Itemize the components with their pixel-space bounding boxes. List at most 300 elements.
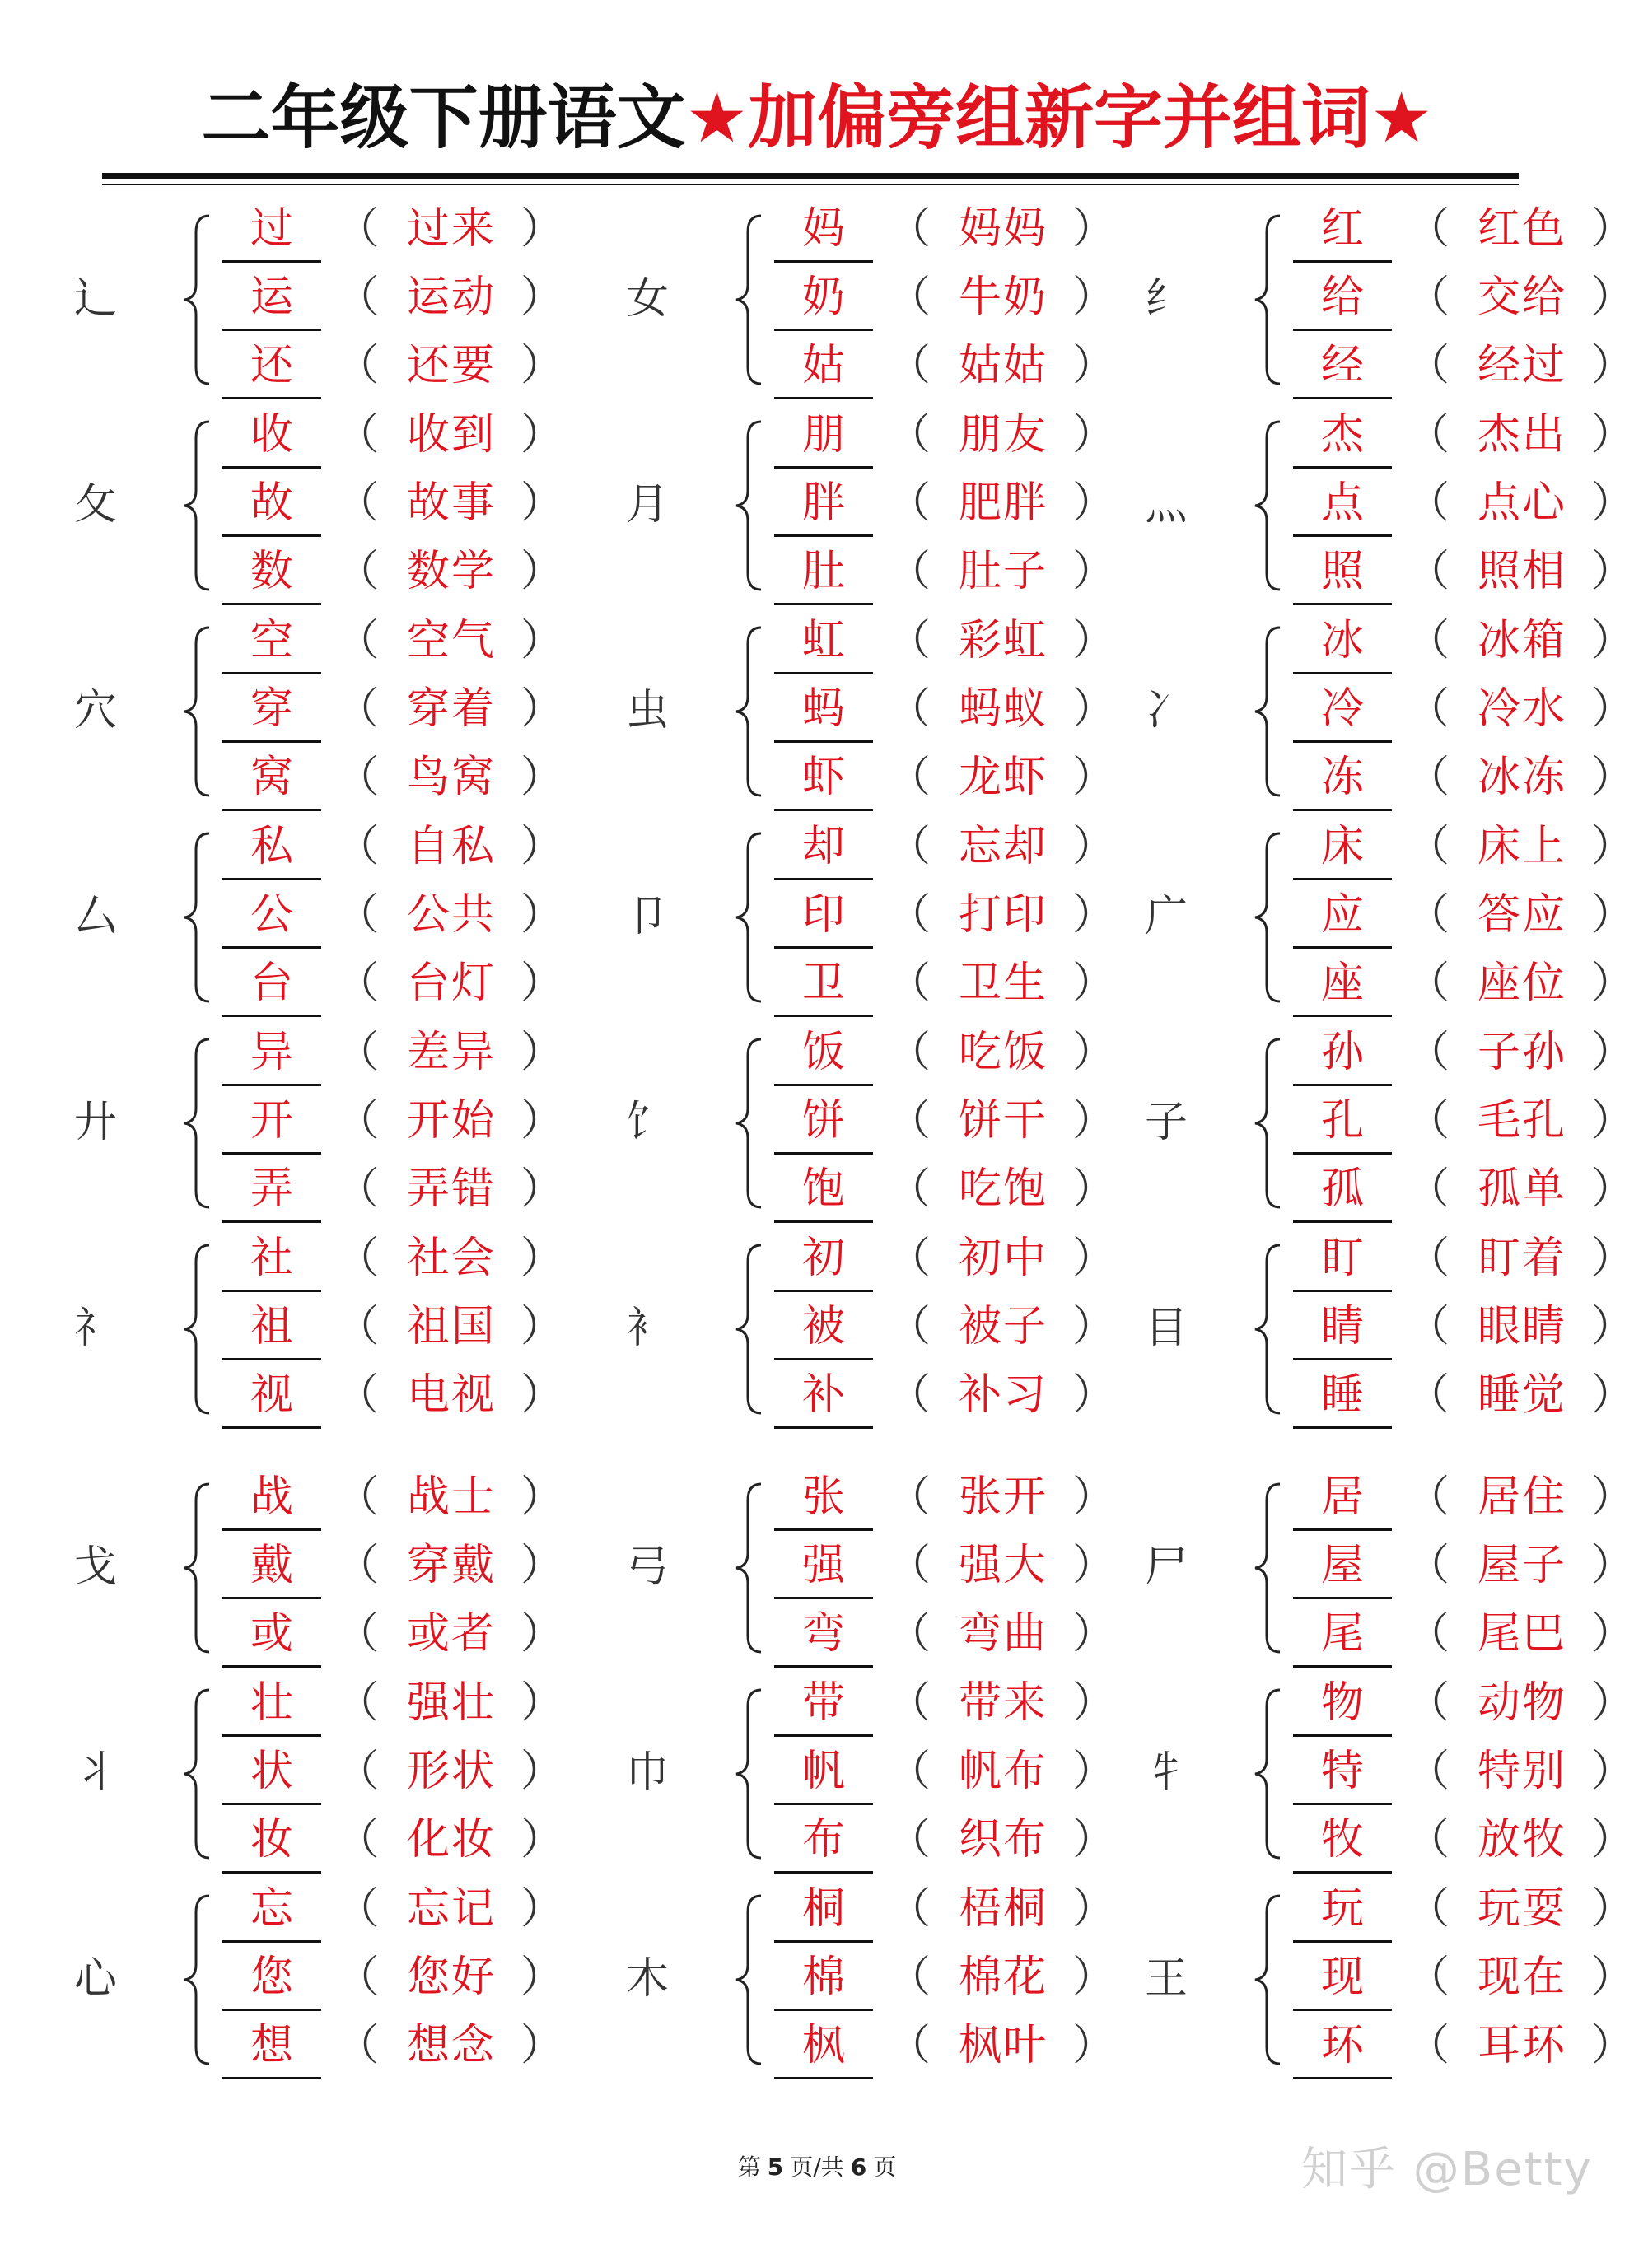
new-character-blank[interactable]: 点 bbox=[1293, 472, 1392, 537]
word-row bbox=[1145, 884, 1634, 951]
compound-word[interactable]: 自私 bbox=[406, 822, 496, 871]
open-paren: （ bbox=[888, 341, 931, 390]
word-row bbox=[1145, 1808, 1634, 1876]
compound-word[interactable]: 打印 bbox=[958, 890, 1048, 940]
word-row bbox=[74, 334, 568, 402]
compound-word[interactable]: 子孙 bbox=[1477, 1028, 1566, 1077]
new-character-blank[interactable]: 壮 bbox=[222, 1672, 321, 1737]
compound-word[interactable]: 枫叶 bbox=[958, 2021, 1048, 2070]
compound-word[interactable]: 忘却 bbox=[958, 822, 1048, 871]
open-paren: （ bbox=[1407, 1815, 1450, 1864]
word-row bbox=[626, 1158, 1120, 1225]
compound-word[interactable]: 台灯 bbox=[406, 959, 496, 1008]
compound-word[interactable]: 特别 bbox=[1477, 1747, 1566, 1796]
new-character-blank[interactable]: 妈 bbox=[774, 198, 873, 263]
new-character-blank[interactable]: 异 bbox=[222, 1021, 321, 1086]
compound-word[interactable]: 彩虹 bbox=[958, 616, 1048, 665]
new-character-blank[interactable]: 祖 bbox=[222, 1295, 321, 1360]
radical-label: 灬 bbox=[1145, 480, 1188, 530]
compound-word[interactable]: 座位 bbox=[1477, 959, 1566, 1008]
open-paren: （ bbox=[336, 1541, 380, 1590]
open-paren: （ bbox=[888, 204, 931, 254]
new-character-blank[interactable]: 运 bbox=[222, 266, 321, 331]
compound-word[interactable]: 还要 bbox=[406, 341, 496, 390]
compound-word[interactable]: 公共 bbox=[406, 890, 496, 940]
new-character-blank[interactable]: 环 bbox=[1293, 2014, 1392, 2079]
word-row bbox=[1145, 815, 1634, 883]
radical-group bbox=[1145, 1466, 1634, 1668]
new-character-blank[interactable]: 冰 bbox=[1293, 609, 1392, 674]
new-character-blank[interactable]: 枫 bbox=[774, 2014, 873, 2079]
new-character-blank[interactable]: 胖 bbox=[774, 472, 873, 537]
new-character-blank[interactable]: 初 bbox=[774, 1227, 873, 1292]
open-paren: （ bbox=[888, 1953, 931, 2002]
close-paren: ） bbox=[1591, 1164, 1634, 1214]
radical-group bbox=[74, 404, 568, 606]
radical-label: 辶 bbox=[74, 274, 118, 324]
new-character-blank[interactable]: 姑 bbox=[774, 334, 873, 399]
radical-label: 心 bbox=[74, 1954, 118, 2004]
radical-label: 牜 bbox=[1145, 1748, 1188, 1798]
new-character-blank[interactable]: 棉 bbox=[774, 1946, 873, 2011]
compound-word[interactable]: 收到 bbox=[406, 410, 496, 460]
new-character-blank[interactable]: 张 bbox=[774, 1466, 873, 1531]
word-row bbox=[626, 1090, 1120, 1157]
word-row bbox=[1145, 266, 1634, 334]
compound-word[interactable]: 差异 bbox=[406, 1028, 496, 1077]
compound-word[interactable]: 屋子 bbox=[1477, 1541, 1566, 1590]
new-character-blank[interactable]: 牧 bbox=[1293, 1808, 1392, 1874]
compound-word[interactable]: 织布 bbox=[958, 1815, 1048, 1864]
compound-word[interactable]: 卫生 bbox=[958, 959, 1048, 1008]
radical-label: 巾 bbox=[626, 1748, 670, 1798]
word-row bbox=[1145, 1466, 1634, 1533]
close-paren: ） bbox=[1591, 1953, 1634, 2002]
open-paren: （ bbox=[888, 1884, 931, 1934]
new-character-blank[interactable]: 红 bbox=[1293, 198, 1392, 263]
new-character-blank[interactable]: 开 bbox=[222, 1090, 321, 1155]
radical-group bbox=[74, 1021, 568, 1224]
compound-word[interactable]: 冰冻 bbox=[1477, 753, 1566, 802]
new-character-blank[interactable]: 故 bbox=[222, 472, 321, 537]
compound-word[interactable]: 过来 bbox=[406, 204, 496, 254]
footer-total-pages: 6 bbox=[850, 2154, 867, 2181]
new-character-blank[interactable]: 虾 bbox=[774, 746, 873, 811]
radical-label: 穴 bbox=[74, 686, 118, 735]
compound-word[interactable]: 蚂蚁 bbox=[958, 684, 1048, 734]
new-character-blank[interactable]: 盯 bbox=[1293, 1227, 1392, 1292]
new-character-blank[interactable]: 特 bbox=[1293, 1740, 1392, 1805]
new-character-blank[interactable]: 穿 bbox=[222, 678, 321, 743]
open-paren: （ bbox=[1407, 1884, 1450, 1934]
close-paren: ） bbox=[1591, 2021, 1634, 2070]
compound-word[interactable]: 肚子 bbox=[958, 547, 1048, 596]
compound-word[interactable]: 耳环 bbox=[1477, 2021, 1566, 2070]
radical-group bbox=[1145, 609, 1634, 812]
new-character-blank[interactable]: 弄 bbox=[222, 1158, 321, 1223]
radical-group bbox=[626, 1227, 1120, 1430]
compound-word[interactable]: 朋友 bbox=[958, 410, 1048, 460]
radical-group bbox=[74, 1466, 568, 1668]
open-paren: （ bbox=[336, 684, 380, 734]
compound-word[interactable]: 穿着 bbox=[406, 684, 496, 734]
compound-word[interactable]: 照相 bbox=[1477, 547, 1566, 596]
new-character-blank[interactable]: 睛 bbox=[1293, 1295, 1392, 1360]
close-paren: ） bbox=[521, 1884, 564, 1934]
new-character-blank[interactable]: 座 bbox=[1293, 952, 1392, 1017]
close-paren: ） bbox=[521, 1234, 564, 1283]
new-character-blank[interactable]: 杰 bbox=[1293, 404, 1392, 469]
close-paren: ） bbox=[1591, 1747, 1634, 1796]
radical-group bbox=[74, 815, 568, 1018]
close-paren: ） bbox=[1072, 204, 1116, 254]
compound-word[interactable]: 张开 bbox=[958, 1472, 1048, 1522]
compound-word[interactable]: 动物 bbox=[1477, 1678, 1566, 1728]
open-paren: （ bbox=[888, 1747, 931, 1796]
compound-word[interactable]: 孤单 bbox=[1477, 1164, 1566, 1214]
compound-word[interactable]: 开始 bbox=[406, 1096, 496, 1146]
new-character-blank[interactable]: 屋 bbox=[1293, 1534, 1392, 1599]
word-row bbox=[626, 1227, 1120, 1295]
close-paren: ） bbox=[1072, 547, 1116, 596]
new-character-blank[interactable]: 应 bbox=[1293, 884, 1392, 949]
word-row bbox=[1145, 746, 1634, 814]
word-row bbox=[1145, 1295, 1634, 1363]
open-paren: （ bbox=[1407, 2021, 1450, 2070]
word-row bbox=[626, 1878, 1120, 1945]
compound-word[interactable]: 点心 bbox=[1477, 478, 1566, 528]
open-paren: （ bbox=[888, 1541, 931, 1590]
new-character-blank[interactable]: 奶 bbox=[774, 266, 873, 331]
new-character-blank[interactable]: 数 bbox=[222, 540, 321, 605]
compound-word[interactable]: 肥胖 bbox=[958, 478, 1048, 528]
compound-word[interactable]: 带来 bbox=[958, 1678, 1048, 1728]
radical-group bbox=[1145, 198, 1634, 400]
close-paren: ） bbox=[1591, 547, 1634, 596]
close-paren: ） bbox=[521, 890, 564, 940]
open-paren: （ bbox=[1407, 1747, 1450, 1796]
close-paren: ） bbox=[1591, 1302, 1634, 1351]
new-character-blank[interactable]: 台 bbox=[222, 952, 321, 1017]
compound-word[interactable]: 电视 bbox=[406, 1370, 496, 1420]
compound-word[interactable]: 故事 bbox=[406, 478, 496, 528]
compound-word[interactable]: 补习 bbox=[958, 1370, 1048, 1420]
word-row bbox=[74, 678, 568, 745]
word-row bbox=[74, 1090, 568, 1157]
radical-group bbox=[74, 1672, 568, 1874]
new-character-blank[interactable]: 或 bbox=[222, 1603, 321, 1668]
compound-word[interactable]: 交给 bbox=[1477, 273, 1566, 322]
word-row bbox=[626, 609, 1120, 677]
watermark: 知乎 @Betty bbox=[1301, 2143, 1593, 2196]
word-row bbox=[1145, 1158, 1634, 1225]
close-paren: ） bbox=[1072, 1609, 1116, 1659]
radical-label: 厶 bbox=[74, 892, 118, 941]
new-character-blank[interactable]: 居 bbox=[1293, 1466, 1392, 1531]
word-row bbox=[626, 1946, 1120, 2014]
word-row bbox=[74, 1295, 568, 1363]
new-character-blank[interactable]: 私 bbox=[222, 815, 321, 880]
word-row bbox=[626, 2014, 1120, 2082]
compound-word[interactable]: 红色 bbox=[1477, 204, 1566, 254]
compound-word[interactable]: 眼睛 bbox=[1477, 1302, 1566, 1351]
compound-word[interactable]: 饼干 bbox=[958, 1096, 1048, 1146]
new-character-blank[interactable]: 孔 bbox=[1293, 1090, 1392, 1155]
word-row bbox=[74, 609, 568, 677]
open-paren: （ bbox=[336, 547, 380, 596]
word-row bbox=[626, 540, 1120, 608]
open-paren: （ bbox=[336, 1370, 380, 1420]
new-character-blank[interactable]: 妆 bbox=[222, 1808, 321, 1874]
word-row bbox=[1145, 1603, 1634, 1670]
new-character-blank[interactable]: 玩 bbox=[1293, 1878, 1392, 1943]
open-paren: （ bbox=[336, 616, 380, 665]
open-paren: （ bbox=[888, 1815, 931, 1864]
compound-word[interactable]: 尾巴 bbox=[1477, 1609, 1566, 1659]
open-paren: （ bbox=[336, 273, 380, 322]
star-icon: ★ bbox=[1370, 77, 1433, 158]
new-character-blank[interactable]: 帆 bbox=[774, 1740, 873, 1805]
new-character-blank[interactable]: 却 bbox=[774, 815, 873, 880]
compound-word[interactable]: 经过 bbox=[1477, 341, 1566, 390]
word-row bbox=[1145, 404, 1634, 471]
open-paren: （ bbox=[1407, 1609, 1450, 1659]
close-paren: ） bbox=[1072, 1678, 1116, 1728]
new-character-blank[interactable]: 物 bbox=[1293, 1672, 1392, 1737]
radical-label: 卩 bbox=[626, 892, 670, 941]
new-character-blank[interactable]: 肚 bbox=[774, 540, 873, 605]
word-row bbox=[626, 1603, 1120, 1670]
star-icon: ★ bbox=[685, 77, 748, 158]
new-character-blank[interactable]: 孤 bbox=[1293, 1158, 1392, 1223]
compound-word[interactable]: 冰箱 bbox=[1477, 616, 1566, 665]
compound-word[interactable]: 龙虾 bbox=[958, 753, 1048, 802]
word-row bbox=[626, 334, 1120, 402]
new-character-blank[interactable]: 收 bbox=[222, 404, 321, 469]
compound-word[interactable]: 帆布 bbox=[958, 1747, 1048, 1796]
close-paren: ） bbox=[1072, 1302, 1116, 1351]
new-character-blank[interactable]: 您 bbox=[222, 1946, 321, 2011]
new-character-blank[interactable]: 状 bbox=[222, 1740, 321, 1805]
compound-word[interactable]: 杰出 bbox=[1477, 410, 1566, 460]
radical-group bbox=[1145, 1227, 1634, 1430]
compound-word[interactable]: 吃饱 bbox=[958, 1164, 1048, 1214]
open-paren: （ bbox=[1407, 478, 1450, 528]
word-row bbox=[626, 1295, 1120, 1363]
compound-word[interactable]: 被子 bbox=[958, 1302, 1048, 1351]
close-paren: ） bbox=[1591, 616, 1634, 665]
open-paren: （ bbox=[888, 2021, 931, 2070]
new-character-blank[interactable]: 布 bbox=[774, 1808, 873, 1874]
radical-label: 衤 bbox=[626, 1304, 670, 1353]
word-row bbox=[1145, 678, 1634, 745]
new-character-blank[interactable]: 冻 bbox=[1293, 746, 1392, 811]
new-character-blank[interactable]: 社 bbox=[222, 1227, 321, 1292]
compound-word[interactable]: 冷水 bbox=[1477, 684, 1566, 734]
word-row bbox=[626, 1364, 1120, 1431]
new-character-blank[interactable]: 经 bbox=[1293, 334, 1392, 399]
open-paren: （ bbox=[888, 684, 931, 734]
word-row bbox=[626, 404, 1120, 471]
compound-word[interactable]: 答应 bbox=[1477, 890, 1566, 940]
compound-word[interactable]: 社会 bbox=[406, 1234, 496, 1283]
open-paren: （ bbox=[336, 959, 380, 1008]
compound-word[interactable]: 梧桐 bbox=[958, 1884, 1048, 1934]
close-paren: ） bbox=[1591, 1370, 1634, 1420]
new-character-blank[interactable]: 被 bbox=[774, 1295, 873, 1360]
compound-word[interactable]: 床上 bbox=[1477, 822, 1566, 871]
new-character-blank[interactable]: 窝 bbox=[222, 746, 321, 811]
radical-label: 月 bbox=[626, 480, 670, 530]
close-paren: ） bbox=[1072, 1541, 1116, 1590]
compound-word[interactable]: 盯着 bbox=[1477, 1234, 1566, 1283]
open-paren: （ bbox=[1407, 273, 1450, 322]
new-character-blank[interactable]: 现 bbox=[1293, 1946, 1392, 2011]
open-paren: （ bbox=[336, 890, 380, 940]
open-paren: （ bbox=[336, 1747, 380, 1796]
compound-word[interactable]: 运动 bbox=[406, 273, 496, 322]
close-paren: ） bbox=[1072, 1164, 1116, 1214]
radical-group bbox=[1145, 404, 1634, 606]
open-paren: （ bbox=[336, 1164, 380, 1214]
compound-word[interactable]: 想念 bbox=[406, 2021, 496, 2070]
new-character-blank[interactable]: 战 bbox=[222, 1466, 321, 1531]
new-character-blank[interactable]: 饼 bbox=[774, 1090, 873, 1155]
compound-word[interactable]: 强大 bbox=[958, 1541, 1048, 1590]
compound-word[interactable]: 形状 bbox=[406, 1747, 496, 1796]
compound-word[interactable]: 毛孔 bbox=[1477, 1096, 1566, 1146]
open-paren: （ bbox=[888, 753, 931, 802]
close-paren: ） bbox=[1072, 273, 1116, 322]
compound-word[interactable]: 忘记 bbox=[406, 1884, 496, 1934]
radical-group bbox=[1145, 1878, 1634, 2080]
new-character-blank[interactable]: 戴 bbox=[222, 1534, 321, 1599]
open-paren: （ bbox=[888, 1096, 931, 1146]
close-paren: ） bbox=[521, 1472, 564, 1522]
compound-word[interactable]: 战士 bbox=[406, 1472, 496, 1522]
compound-word[interactable]: 现在 bbox=[1477, 1953, 1566, 2002]
compound-word[interactable]: 棉花 bbox=[958, 1953, 1048, 2002]
new-character-blank[interactable]: 视 bbox=[222, 1364, 321, 1429]
radical-label: 冫 bbox=[1145, 686, 1188, 735]
compound-word[interactable]: 鸟窝 bbox=[406, 753, 496, 802]
compound-word[interactable]: 化妆 bbox=[406, 1815, 496, 1864]
title-black: 二年级下册语文 bbox=[201, 77, 686, 158]
open-paren: （ bbox=[336, 1028, 380, 1077]
open-paren: （ bbox=[1407, 341, 1450, 390]
close-paren: ） bbox=[1072, 753, 1116, 802]
word-row bbox=[74, 1364, 568, 1431]
radical-label: 纟 bbox=[1145, 274, 1188, 324]
compound-word[interactable]: 弄错 bbox=[406, 1164, 496, 1214]
compound-word[interactable]: 睡觉 bbox=[1477, 1370, 1566, 1420]
new-character-blank[interactable]: 床 bbox=[1293, 815, 1392, 880]
new-character-blank[interactable]: 弯 bbox=[774, 1603, 873, 1668]
radical-group bbox=[626, 198, 1120, 400]
new-character-blank[interactable]: 朋 bbox=[774, 404, 873, 469]
open-paren: （ bbox=[336, 1234, 380, 1283]
new-character-blank[interactable]: 饭 bbox=[774, 1021, 873, 1086]
open-paren: （ bbox=[888, 616, 931, 665]
new-character-blank[interactable]: 卫 bbox=[774, 952, 873, 1017]
new-character-blank[interactable]: 强 bbox=[774, 1534, 873, 1599]
word-row bbox=[626, 198, 1120, 265]
compound-word[interactable]: 穿戴 bbox=[406, 1541, 496, 1590]
new-character-blank[interactable]: 虹 bbox=[774, 609, 873, 674]
compound-word[interactable]: 居住 bbox=[1477, 1472, 1566, 1522]
radical-label: 目 bbox=[1145, 1304, 1188, 1353]
radical-label: 戈 bbox=[74, 1542, 118, 1592]
compound-word[interactable]: 或者 bbox=[406, 1609, 496, 1659]
word-row bbox=[74, 1946, 568, 2014]
new-character-blank[interactable]: 桐 bbox=[774, 1878, 873, 1943]
new-character-blank[interactable]: 补 bbox=[774, 1364, 873, 1429]
open-paren: （ bbox=[336, 1096, 380, 1146]
compound-word[interactable]: 姑姑 bbox=[958, 341, 1048, 390]
new-character-blank[interactable]: 过 bbox=[222, 198, 321, 263]
word-row bbox=[626, 472, 1120, 539]
new-character-blank[interactable]: 带 bbox=[774, 1672, 873, 1737]
new-character-blank[interactable]: 尾 bbox=[1293, 1603, 1392, 1668]
close-paren: ） bbox=[1591, 1609, 1634, 1659]
compound-word[interactable]: 强壮 bbox=[406, 1678, 496, 1728]
compound-word[interactable]: 妈妈 bbox=[958, 204, 1048, 254]
new-character-blank[interactable]: 忘 bbox=[222, 1878, 321, 1943]
open-paren: （ bbox=[1407, 1234, 1450, 1283]
open-paren: （ bbox=[888, 890, 931, 940]
word-row bbox=[1145, 1021, 1634, 1089]
compound-word[interactable]: 玩耍 bbox=[1477, 1884, 1566, 1934]
new-character-blank[interactable]: 还 bbox=[222, 334, 321, 399]
compound-word[interactable]: 放牧 bbox=[1477, 1815, 1566, 1864]
compound-word[interactable]: 您好 bbox=[406, 1953, 496, 2002]
compound-word[interactable]: 吃饭 bbox=[958, 1028, 1048, 1077]
new-character-blank[interactable]: 公 bbox=[222, 884, 321, 949]
new-character-blank[interactable]: 想 bbox=[222, 2014, 321, 2079]
compound-word[interactable]: 弯曲 bbox=[958, 1609, 1048, 1659]
new-character-blank[interactable]: 睡 bbox=[1293, 1364, 1392, 1429]
word-row bbox=[1145, 1672, 1634, 1739]
close-paren: ） bbox=[1591, 822, 1634, 871]
new-character-blank[interactable]: 饱 bbox=[774, 1158, 873, 1223]
word-row bbox=[1145, 1534, 1634, 1602]
new-character-blank[interactable]: 照 bbox=[1293, 540, 1392, 605]
new-character-blank[interactable]: 给 bbox=[1293, 266, 1392, 331]
close-paren: ） bbox=[521, 1370, 564, 1420]
new-character-blank[interactable]: 空 bbox=[222, 609, 321, 674]
new-character-blank[interactable]: 孙 bbox=[1293, 1021, 1392, 1086]
compound-word[interactable]: 初中 bbox=[958, 1234, 1048, 1283]
compound-word[interactable]: 牛奶 bbox=[958, 273, 1048, 322]
open-paren: （ bbox=[1407, 410, 1450, 460]
open-paren: （ bbox=[888, 1370, 931, 1420]
compound-word[interactable]: 空气 bbox=[406, 616, 496, 665]
new-character-blank[interactable]: 蚂 bbox=[774, 678, 873, 743]
open-paren: （ bbox=[1407, 1302, 1450, 1351]
radical-label: 丬 bbox=[74, 1748, 118, 1798]
radical-label: 王 bbox=[1145, 1954, 1188, 2004]
word-row bbox=[74, 1158, 568, 1225]
radical-group bbox=[626, 609, 1120, 812]
close-paren: ） bbox=[521, 1678, 564, 1728]
new-character-blank[interactable]: 印 bbox=[774, 884, 873, 949]
compound-word[interactable]: 数学 bbox=[406, 547, 496, 596]
word-row bbox=[1145, 1090, 1634, 1157]
open-paren: （ bbox=[336, 753, 380, 802]
open-paren: （ bbox=[888, 273, 931, 322]
compound-word[interactable]: 祖国 bbox=[406, 1302, 496, 1351]
new-character-blank[interactable]: 冷 bbox=[1293, 678, 1392, 743]
